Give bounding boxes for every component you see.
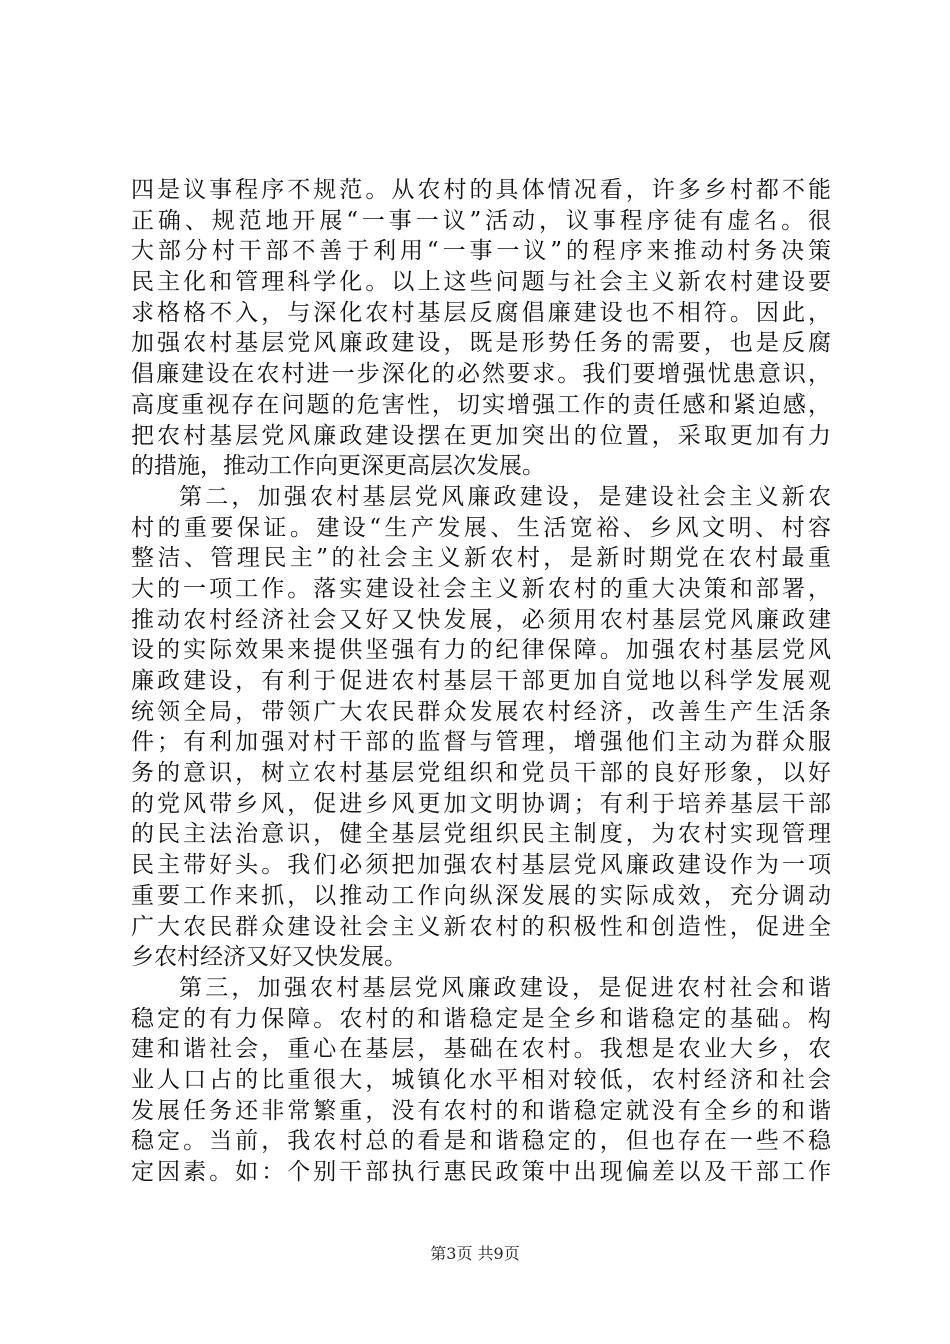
text-line: 发展任务还非常繁重，没有农村的和谐稳定就没有全乡的和谐 (131, 1097, 831, 1124)
text-line: 倡廉建设在农村进一步深化的必然要求。我们要增强忧患意识， (131, 361, 831, 388)
text-line: 正确、规范地开展“一事一议”活动，议事程序徒有虚名。很 (131, 207, 831, 234)
text-line: 的党风带乡风，促进乡风更加文明协调；有利于培养基层干部 (131, 790, 831, 817)
text-line: 统领全局，带领广大农民群众发展农村经济，改善生产生活条 (131, 698, 831, 725)
text-line: 设的实际效果来提供坚强有力的纪律保障。加强农村基层党风 (131, 637, 831, 664)
text-line: 四是议事程序不规范。从农村的具体情况看，许多乡村都不能 (131, 177, 831, 203)
text-line: 件；有利加强对村干部的监督与管理，增强他们主动为群众服 (131, 729, 831, 756)
text-line: 求格格不入，与深化农村基层反腐倡廉建设也不相符。因此， (131, 299, 831, 326)
text-line: 民主带好头。我们必须把加强农村基层党风廉政建设作为一项 (131, 852, 831, 879)
text-line: 的民主法治意识，健全基层党组织民主制度，为农村实现管理 (131, 821, 831, 848)
paragraph-first-line: 第三，加强农村基层党风廉政建设，是促进农村社会和谐 (179, 974, 831, 1001)
text-line: 建和谐社会，重心在基层，基础在农村。我想是农业大乡，农 (131, 1036, 831, 1063)
text-line: 高度重视存在问题的危害性，切实增强工作的责任感和紧迫感， (131, 391, 831, 418)
text-line: 稳定的有力保障。农村的和谐稳定是全乡和谐稳定的基础。构 (131, 1005, 831, 1032)
text-line: 整洁、管理民主”的社会主义新农村，是新时期党在农村最重 (131, 545, 831, 572)
text-line: 乡农村经济又好又快发展。 (131, 944, 407, 971)
text-line: 广大农民群众建设社会主义新农村的积极性和创造性，促进全 (131, 913, 831, 940)
text-line: 大部分村干部不善于利用“一事一议”的程序来推动村务决策 (131, 238, 831, 265)
text-line: 业人口占的比重很大，城镇化水平相对较低，农村经济和社会 (131, 1066, 831, 1093)
text-line: 廉政建设，有利于促进农村基层干部更加自觉地以科学发展观 (131, 668, 831, 694)
text-line: 推动农村经济社会又好又快发展，必须用农村基层党风廉政建 (131, 606, 831, 633)
text-line: 重要工作来抓，以推动工作向纵深发展的实际成效，充分调动 (131, 882, 831, 909)
document-body (131, 175, 831, 1188)
text-line: 定因素。如：个别干部执行惠民政策中出现偏差以及干部工作 (131, 1159, 831, 1185)
text-line: 的措施，推动工作向更深更高层次发展。 (131, 453, 545, 480)
text-line: 大的一项工作。落实建设社会主义新农村的重大决策和部署， (131, 575, 831, 602)
text-line: 把农村基层党风廉政建设摆在更加突出的位置，采取更加有力 (131, 422, 831, 449)
paragraph-first-line: 第二，加强农村基层党风廉政建设，是建设社会主义新农 (179, 483, 831, 510)
text-line: 务的意识，树立农村基层党组织和党员干部的良好形象，以好 (131, 760, 831, 787)
text-line: 村的重要保证。建设“生产发展、生活宽裕、乡风文明、村容 (131, 514, 831, 541)
text-line: 民主化和管理科学化。以上这些问题与社会主义新农村建设要 (131, 269, 831, 296)
text-line: 稳定。当前，我农村总的看是和谐稳定的，但也存在一些不稳 (131, 1128, 831, 1155)
text-line: 加强农村基层党风廉政建设，既是形势任务的需要，也是反腐 (131, 330, 831, 357)
page-number-footer: 第3页 共9页 (430, 1244, 520, 1263)
